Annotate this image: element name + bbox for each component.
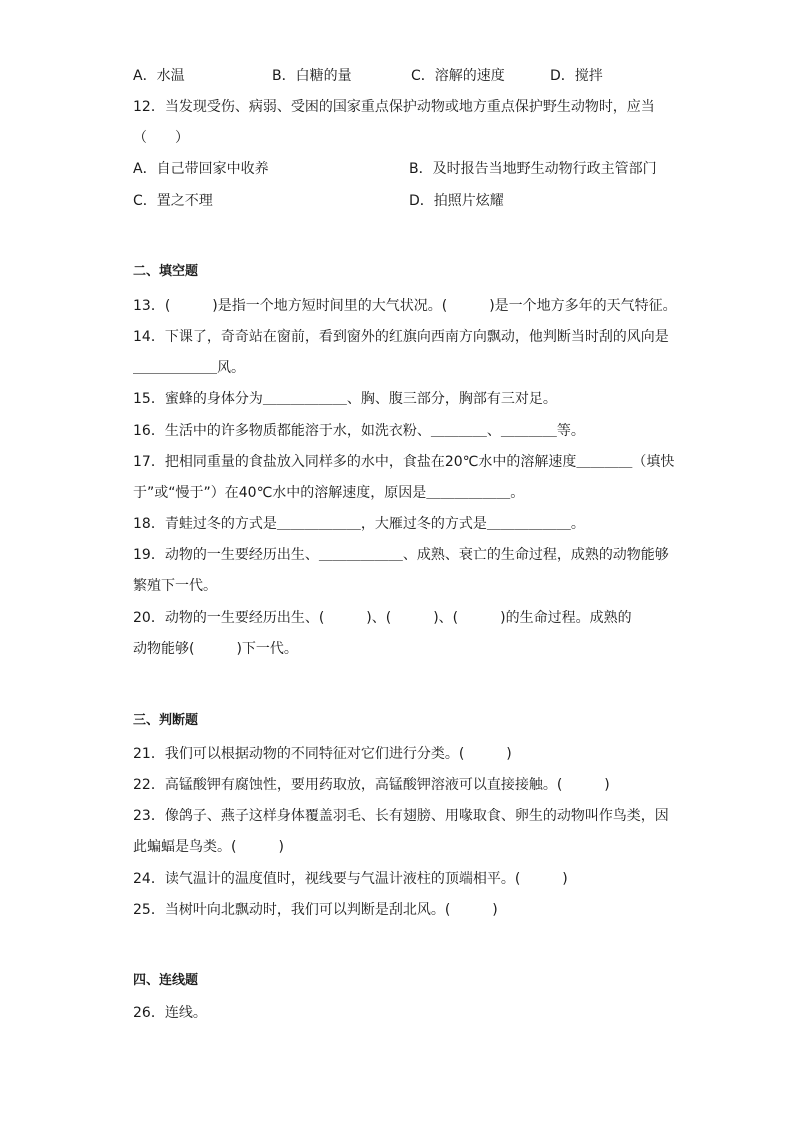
q12-option-b: B．及时报告当地野生动物行政主管部门 — [409, 161, 657, 177]
section-heading-matching: 四、连线题 — [133, 973, 199, 988]
q22-line: 22．高锰酸钾有腐蚀性，要用药取放，高锰酸钾溶液可以直接接触。( ) — [133, 777, 610, 793]
q17-line-2: 于”或“慢于”）在40℃水中的溶解速度，原因是＿＿＿＿＿＿。 — [133, 485, 525, 501]
q20-line-2: 动物能够( )下一代。 — [133, 641, 298, 657]
q16-line: 16．生活中的许多物质都能溶于水，如洗衣粉、＿＿＿＿、＿＿＿＿等。 — [133, 423, 585, 439]
q17-line-1: 17．把相同重量的食盐放入同样多的水中，食盐在20℃水中的溶解速度＿＿＿＿（填快 — [133, 454, 675, 470]
q26-line: 26．连线。 — [133, 1005, 207, 1021]
q12-option-a: A．自己带回家中收养 — [133, 161, 269, 177]
q24-line: 24．读气温计的温度值时，视线要与气温计液柱的顶端相平。( ) — [133, 871, 568, 887]
q11-option-a: A．水温 — [133, 68, 185, 84]
q19-line-1: 19．动物的一生要经历出生、＿＿＿＿＿＿、成熟、衰亡的生命过程，成熟的动物能够 — [133, 547, 669, 563]
q11-option-c: C．溶解的速度 — [411, 68, 505, 84]
q25-line: 25．当树叶向北飘动时，我们可以判断是刮北风。( ) — [133, 902, 498, 918]
q12-option-d: D．拍照片炫耀 — [409, 193, 504, 209]
q19-line-2: 繁殖下一代。 — [133, 578, 217, 594]
q21-line: 21．我们可以根据动物的不同特征对它们进行分类。( ) — [133, 746, 512, 762]
q11-option-d: D．搅拌 — [550, 68, 603, 84]
q12-stem: 12．当发现受伤、病弱、受困的国家重点保护动物或地方重点保护野生动物时，应当 — [133, 99, 655, 115]
q14-line-2: ＿＿＿＿＿＿风。 — [133, 360, 245, 376]
q13-line: 13．( )是指一个地方短时间里的大气状况。( )是一个地方多年的天气特征。 — [133, 298, 677, 314]
q20-line-1: 20．动物的一生要经历出生、( )、( )、( )的生命过程。成熟的 — [133, 610, 632, 626]
q11-options — [133, 66, 603, 86]
q14-line-1: 14．下课了，奇奇站在窗前，看到窗外的红旗向西南方向飘动，他判断当时刮的风向是 — [133, 329, 669, 345]
q23-line-1: 23．像鸽子、燕子这样身体覆盖羽毛、长有翅膀、用喙取食、卵生的动物叫作鸟类，因 — [133, 808, 669, 824]
q11-option-b: B．白糖的量 — [272, 68, 352, 84]
q18-line: 18．青蛙过冬的方式是＿＿＿＿＿＿，大雁过冬的方式是＿＿＿＿＿＿。 — [133, 516, 585, 532]
section-heading-fill-blank: 二、填空题 — [133, 264, 199, 279]
q23-line-2: 此蝙蝠是鸟类。( ) — [133, 839, 284, 855]
q12-option-c: C．置之不理 — [133, 193, 213, 209]
section-heading-true-false: 三、判断题 — [133, 713, 199, 728]
q12-paren: （ ） — [133, 130, 189, 146]
q15-line: 15．蜜蜂的身体分为＿＿＿＿＿＿、胸、腹三部分，胸部有三对足。 — [133, 391, 557, 407]
